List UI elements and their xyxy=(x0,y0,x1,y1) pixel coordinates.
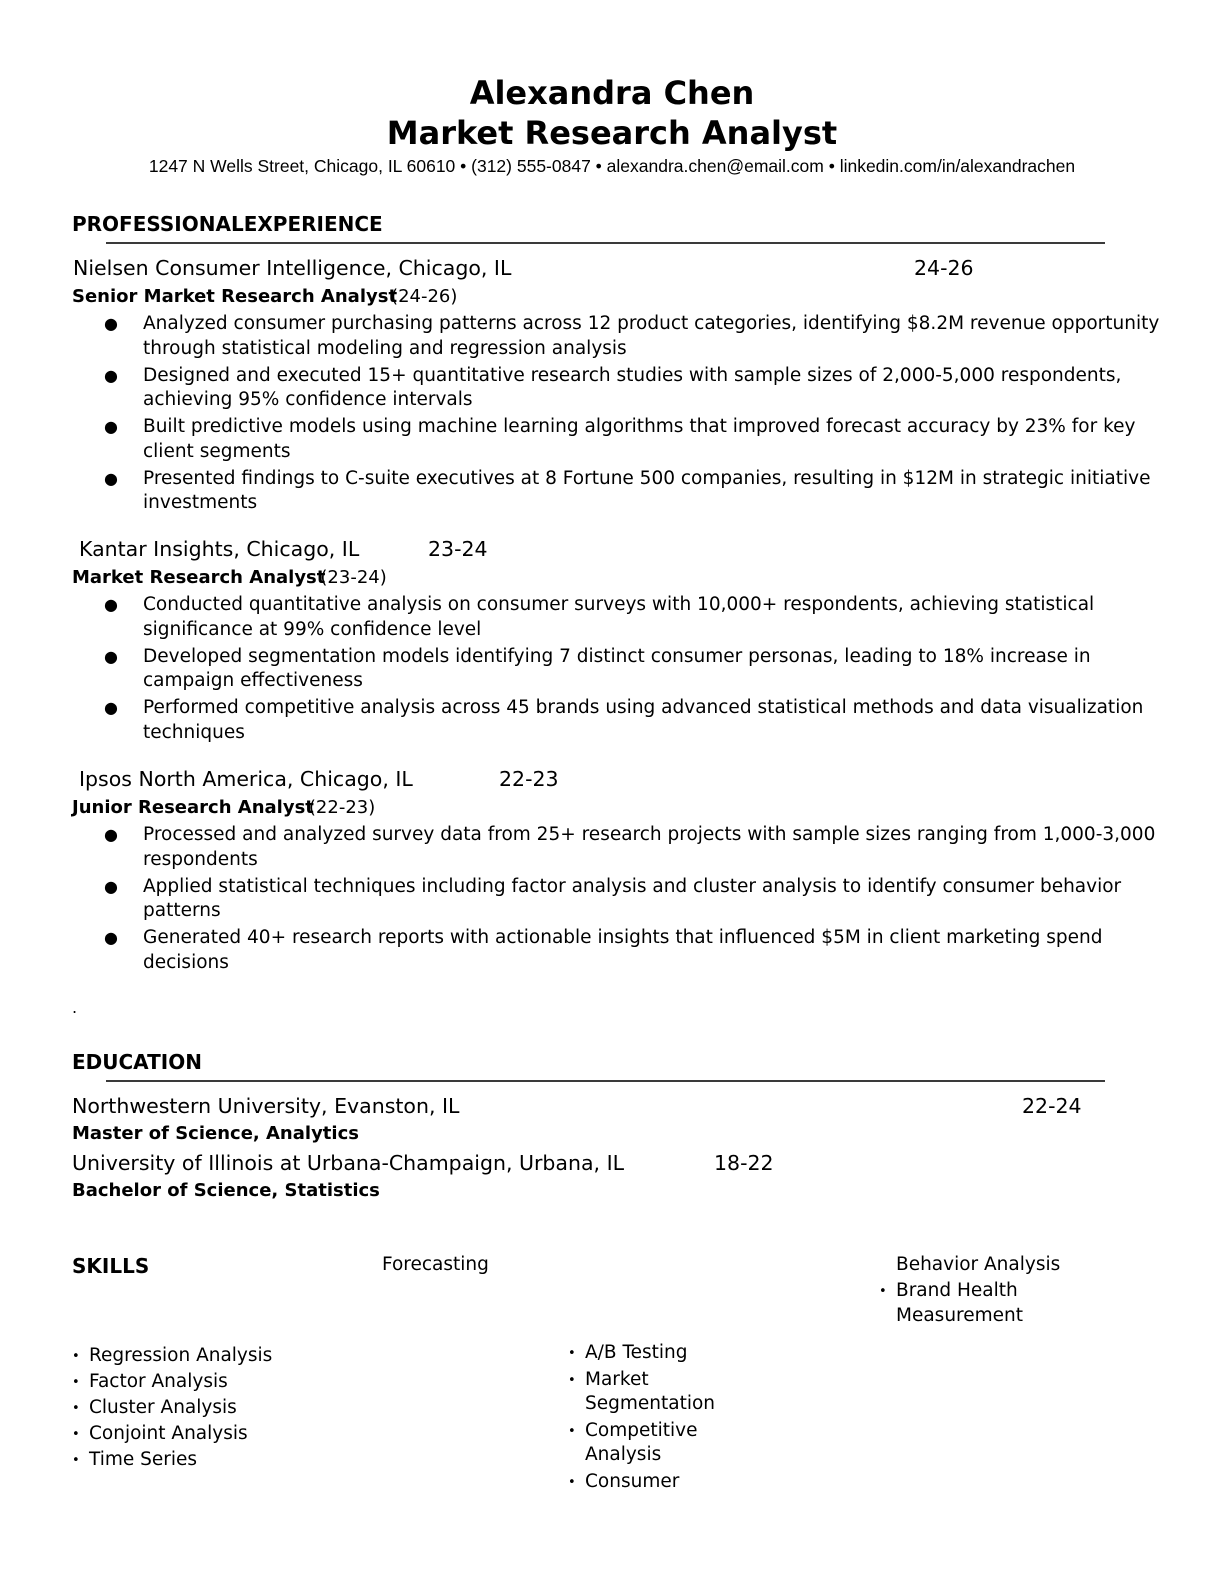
skill-item xyxy=(568,1470,738,1495)
bullet-text: Performed competitive analysis across 45 brands using advanced statistical methods and data visualization techniques xyxy=(143,697,1144,743)
bullet-icon: ● xyxy=(104,928,118,947)
job-dates: 24-26 xyxy=(914,256,974,280)
job-role-dates: (22-23) xyxy=(308,797,376,818)
skill-item xyxy=(72,1343,372,1369)
stray-period: . xyxy=(72,998,78,1017)
bullet-icon: ● xyxy=(104,468,118,488)
bullet-icon: ● xyxy=(104,595,118,614)
skill-item xyxy=(568,1341,738,1366)
skill-text: Time Series xyxy=(89,1449,198,1470)
experience-heading: PROFESSIONALEXPERIENCE xyxy=(72,212,383,236)
bullet-icon: • xyxy=(72,1401,80,1416)
job-bullet xyxy=(104,364,1164,413)
bullet-text: Built predictive models using machine learning algorithms that improved forecast accuracy by 23% for key client segments xyxy=(143,416,1136,462)
skill-text: Factor Analysis xyxy=(89,1371,228,1392)
job-role-title: Senior Market Research Analyst xyxy=(72,286,398,307)
bullet-icon: ● xyxy=(104,365,118,385)
job-bullet xyxy=(104,823,1164,872)
bullet-icon: • xyxy=(72,1349,80,1364)
skill-item xyxy=(879,1279,1069,1328)
school-dates: 18-22 xyxy=(714,1151,774,1175)
bullet-icon: ● xyxy=(104,698,118,717)
job-role xyxy=(72,286,457,307)
bullet-icon: • xyxy=(879,1284,887,1299)
bullet-text: Applied statistical techniques including factor analysis and cluster analysis to identify consumer behavior patterns xyxy=(143,875,1122,921)
job-bullet xyxy=(104,875,1164,924)
skill-text: A/B Testing xyxy=(585,1342,688,1363)
school-name: Northwestern University, Evanston, IL xyxy=(72,1094,460,1118)
job-role xyxy=(72,797,375,818)
skill-text: Brand Health Measurement xyxy=(896,1280,1024,1326)
skill-item xyxy=(72,1369,372,1395)
job-bullet xyxy=(104,415,1164,464)
job-bullet xyxy=(104,593,1164,642)
job-org: Kantar Insights, Chicago, IL xyxy=(79,537,360,561)
degree: Master of Science, Analytics xyxy=(72,1123,359,1144)
job-dates: 22-23 xyxy=(499,767,559,791)
bullet-icon: ● xyxy=(104,825,118,844)
bullet-icon: • xyxy=(568,1474,576,1490)
education-heading: EDUCATION xyxy=(72,1050,202,1074)
skills-left-list xyxy=(72,1343,372,1473)
skill-text: Regression Analysis xyxy=(89,1345,273,1366)
school-dates: 22-24 xyxy=(1022,1094,1082,1118)
skill-item xyxy=(568,1368,738,1417)
candidate-name: Alexandra Chen xyxy=(469,74,755,112)
job-bullets xyxy=(104,823,1164,978)
degree: Bachelor of Science, Statistics xyxy=(72,1180,380,1201)
bullet-text: Presented findings to C-suite executives at 8 Fortune 500 companies, resulting in $12M in strategic initiative investments xyxy=(143,467,1151,513)
skill-text: Consumer xyxy=(585,1470,680,1492)
job-dates: 23-24 xyxy=(428,537,488,561)
bullet-text: Designed and executed 15+ quantitative research studies with sample sizes of 2,000-5,000 respondents, achieving 95% confidence intervals xyxy=(143,364,1122,410)
job-role-title: Junior Research Analyst xyxy=(72,797,314,818)
bullet-text: Developed segmentation models identifying 7 distinct consumer personas, leading to 18% increase in campaign effectiveness xyxy=(143,645,1091,691)
bullet-text: Conducted quantitative analysis on consumer surveys with 10,000+ respondents, achieving statistical significance at 99% confidence level xyxy=(143,594,1095,640)
job-org: Ipsos North America, Chicago, IL xyxy=(79,767,413,791)
skill-item xyxy=(72,1395,372,1421)
bullet-text: Analyzed consumer purchasing patterns across 12 product categories, identifying $8.2M revenue opportunity through statistical modeling and regression analysis xyxy=(143,313,1160,359)
school-name: University of Illinois at Urbana-Champaign, Urbana, IL xyxy=(72,1151,625,1175)
bullet-text: Processed and analyzed survey data from 25+ research projects with sample sizes ranging from 1,000-3,000 respondents xyxy=(143,824,1156,870)
job-role-dates: (23-24) xyxy=(320,567,387,588)
job-role-title: Market Research Analyst xyxy=(72,567,326,588)
contact-line: 1247 N Wells Street, Chicago, IL 60610 • (312) 555-0847 • alexandra.chen@email.com • linkedin.com/in/alexandrachen xyxy=(148,156,1076,176)
skills-right-list xyxy=(879,1279,1069,1328)
job-bullets xyxy=(104,593,1164,748)
bullet-icon: ● xyxy=(104,314,118,333)
skill-text: Competitive Analysis xyxy=(585,1419,698,1465)
skill-text: Market Segmentation xyxy=(585,1368,716,1414)
skills-heading: SKILLS xyxy=(72,1254,150,1278)
candidate-title: Market Research Analyst xyxy=(386,114,838,152)
bullet-icon: • xyxy=(72,1375,80,1390)
job-bullet xyxy=(104,312,1164,361)
job-bullet xyxy=(104,696,1164,745)
skill-item xyxy=(72,1447,372,1473)
skill-item: Forecasting xyxy=(382,1254,489,1275)
experience-divider xyxy=(106,242,1105,244)
job-bullet xyxy=(104,926,1164,975)
skill-text: Cluster Analysis xyxy=(89,1397,237,1418)
bullet-icon: • xyxy=(72,1453,80,1468)
job-org: Nielsen Consumer Intelligence, Chicago, IL xyxy=(73,256,512,280)
skill-item xyxy=(72,1421,372,1447)
job-bullet xyxy=(104,645,1164,694)
job-bullet xyxy=(104,467,1164,516)
skill-text: Conjoint Analysis xyxy=(89,1423,248,1444)
bullet-icon: ● xyxy=(104,646,118,666)
job-role xyxy=(72,567,387,588)
bullet-text: Generated 40+ research reports with actionable insights that influenced $5M in client marketing spend decisions xyxy=(143,927,1103,973)
bullet-icon: • xyxy=(72,1427,80,1442)
skills-middle-list xyxy=(568,1341,738,1494)
skill-item: Behavior Analysis xyxy=(896,1254,1061,1275)
education-divider xyxy=(106,1080,1105,1082)
bullet-icon: • xyxy=(568,1346,576,1361)
bullet-icon: ● xyxy=(104,876,118,896)
job-bullets xyxy=(104,312,1164,518)
bullet-icon: • xyxy=(568,1423,576,1439)
job-role-dates: (24-26) xyxy=(391,286,458,307)
bullet-icon: ● xyxy=(104,417,118,436)
skill-item xyxy=(568,1419,738,1468)
bullet-icon: • xyxy=(568,1372,576,1388)
